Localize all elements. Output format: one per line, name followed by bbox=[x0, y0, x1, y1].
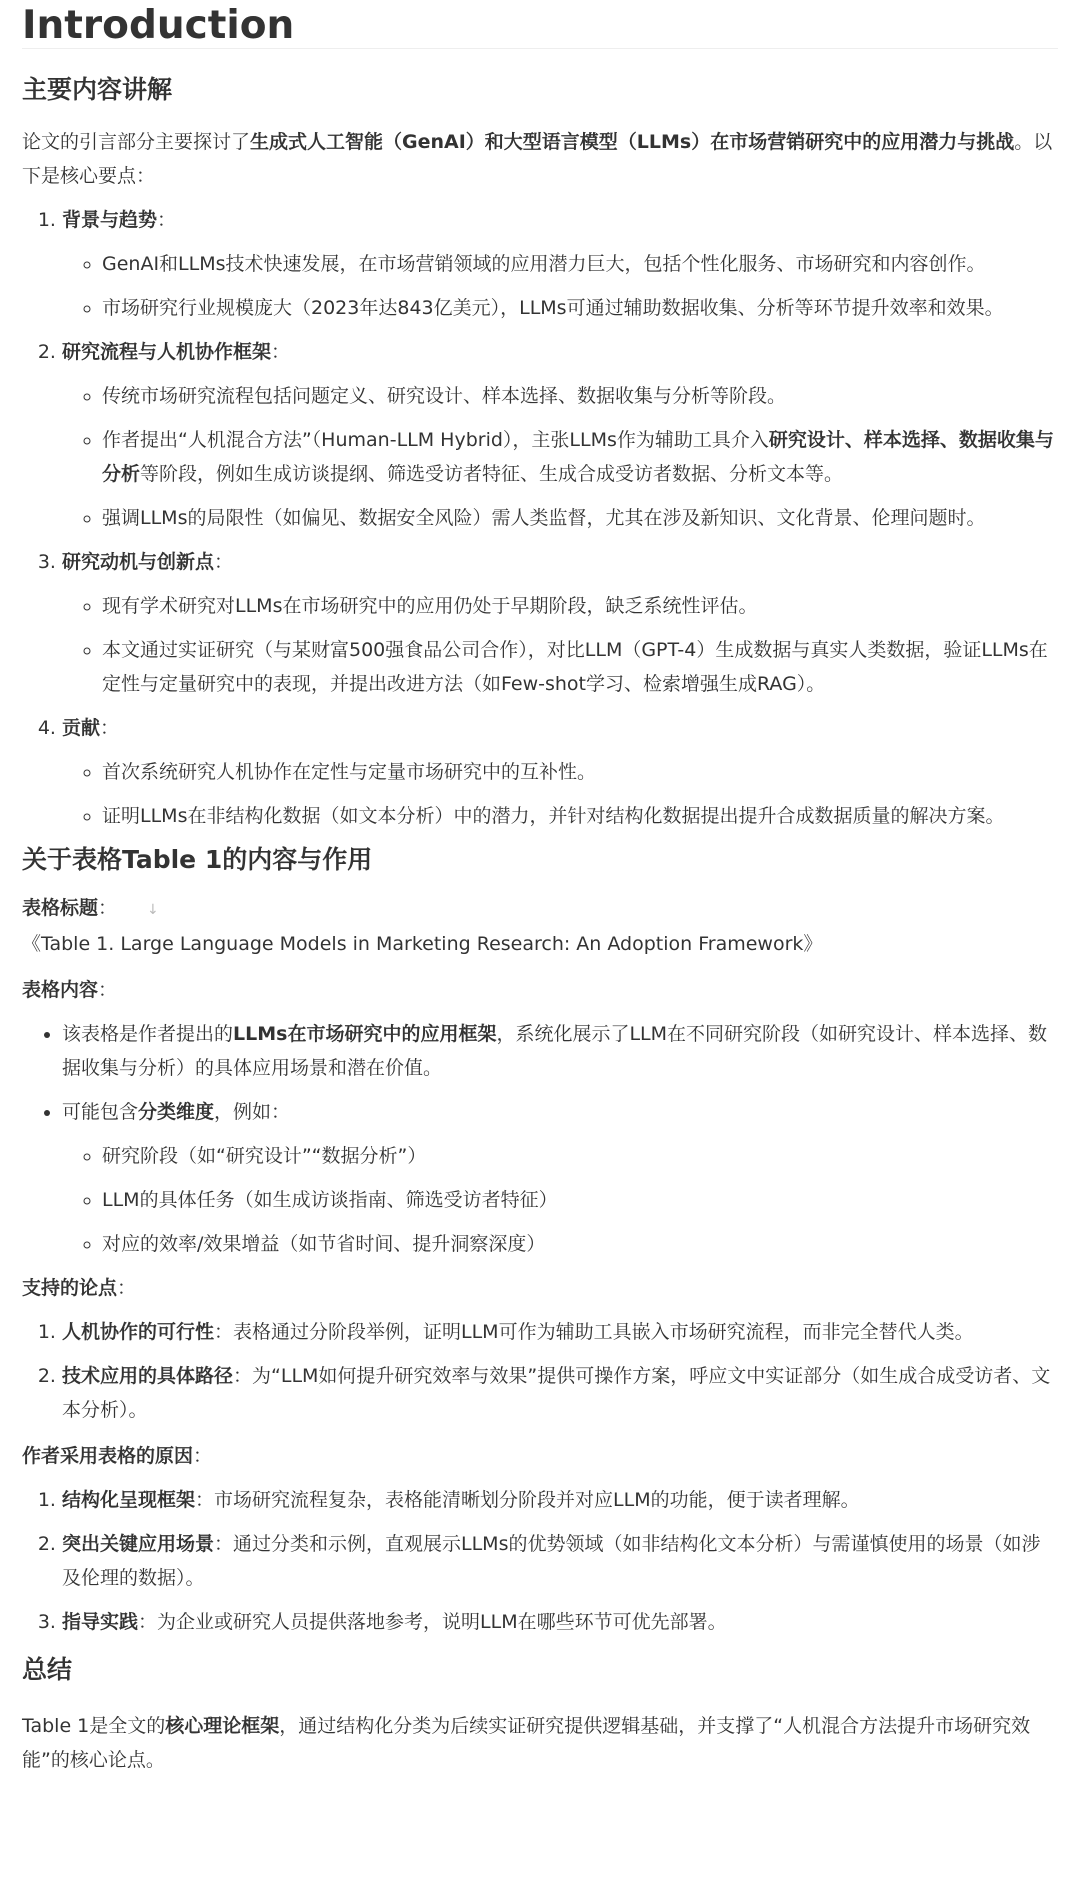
sub-item: ◦ LLM的具体任务（如生成访谈指南、筛选受访者特征） bbox=[102, 1183, 1058, 1217]
sub-bold: 研究设计、样本选择、数据收集与分析 bbox=[102, 429, 1054, 485]
item-bold: 结构化呈现框架 bbox=[62, 1489, 196, 1511]
item-title: 研究流程与人机协作框架 bbox=[62, 341, 272, 363]
sub-item: ◦ 传统市场研究流程包括问题定义、研究设计、样本选择、数据收集与分析等阶段。 bbox=[102, 379, 1058, 413]
colon: ： bbox=[193, 1445, 213, 1467]
caption-label-line bbox=[22, 891, 1058, 927]
list-item bbox=[62, 1483, 1058, 1517]
arrow-down-icon: ↓ bbox=[147, 902, 159, 918]
sub-text-end: 等阶段，例如生成访谈提纲、筛选受访者特征、生成合成受访者数据、分析文本等。 bbox=[140, 463, 844, 485]
item-text: ：为企业或研究人员提供落地参考，说明LLM在哪些环节可优先部署。 bbox=[138, 1611, 727, 1633]
list-item bbox=[62, 545, 1058, 701]
sub-list bbox=[62, 247, 1058, 325]
list-item bbox=[62, 1605, 1058, 1639]
summary-text: Table 1是全文的 bbox=[22, 1715, 166, 1737]
page-title: Introduction bbox=[22, 0, 1058, 49]
sub-text: 作者提出“人机混合方法”（Human-LLM Hybrid），主张LLMs作为辅助工具介入 bbox=[102, 429, 769, 451]
list-item bbox=[62, 711, 1058, 833]
summary-bold: 核心理论框架 bbox=[165, 1715, 280, 1737]
sub-list bbox=[62, 755, 1058, 833]
intro-bold: 生成式人工智能（GenAI）和大型语言模型（LLMs）在市场营销研究中的应用潜力与挑战 bbox=[250, 131, 1015, 153]
section-title-summary: 总结 bbox=[22, 1655, 73, 1684]
sub-item: ◦ GenAI和LLMs技术快速发展，在市场营销领域的应用潜力巨大，包括个性化服务、市场研究和内容创作。 bbox=[102, 247, 1058, 281]
support-label: 支持的论点 bbox=[22, 1277, 118, 1299]
colon: ： bbox=[157, 209, 177, 231]
intro-paragraph bbox=[22, 125, 1058, 193]
sub-item: ◦ 首次系统研究人机协作在定性与定量市场研究中的互补性。 bbox=[102, 755, 1058, 789]
bullet-bold: LLMs在市场研究中的应用框架 bbox=[233, 1023, 497, 1045]
section-title-table: 关于表格Table 1的内容与作用 bbox=[22, 845, 373, 874]
intro-text-end: 。以下是核心要点： bbox=[22, 131, 1053, 187]
item-text: ：表格通过分阶段举例，证明LLM可作为辅助工具嵌入市场研究流程，而非完全替代人类。 bbox=[214, 1321, 974, 1343]
bullet-text-end: ，例如： bbox=[214, 1101, 291, 1123]
list-item bbox=[62, 1359, 1058, 1427]
list-item bbox=[62, 203, 1058, 325]
item-text: ：通过分类和示例，直观展示LLMs的优势领域（如非结构化文本分析）与需谨慎使用的场景（如涉及伦理的数据）。 bbox=[62, 1533, 1041, 1589]
item-bold: 突出关键应用场景 bbox=[62, 1533, 215, 1555]
item-bold: 指导实践 bbox=[62, 1611, 139, 1633]
sub-list bbox=[62, 379, 1058, 535]
reason-label: 作者采用表格的原因 bbox=[22, 1445, 194, 1467]
sub-list bbox=[62, 589, 1058, 701]
sub-list bbox=[62, 1139, 1058, 1261]
item-bold: 技术应用的具体路径 bbox=[62, 1365, 234, 1387]
sub-item bbox=[102, 423, 1058, 491]
colon: ： bbox=[98, 897, 118, 919]
summary-text-end: ，通过结构化分类为后续实证研究提供逻辑基础，并支撑了“人机混合方法提升市场研究效能”的核心论点。 bbox=[22, 1715, 1031, 1771]
colon: ： bbox=[100, 717, 120, 739]
content-list bbox=[22, 1017, 1058, 1261]
list-item bbox=[62, 1095, 1058, 1261]
sub-item: ◦ 对应的效率/效果增益（如节省时间、提升洞察深度） bbox=[102, 1227, 1058, 1261]
bullet-text: 该表格是作者提出的 bbox=[62, 1023, 234, 1045]
bullet-text: 可能包含 bbox=[62, 1101, 139, 1123]
colon: ： bbox=[98, 979, 118, 1001]
support-label-line bbox=[22, 1271, 1058, 1305]
colon: ： bbox=[271, 341, 291, 363]
sub-item: ◦ 本文通过实证研究（与某财富500强食品公司合作），对比LLM（GPT-4）生成数据与真实人类数据，验证LLMs在定性与定量研究中的表现，并提出改进方法（如Few-shot学习、检索增强生成RAG）。 bbox=[102, 633, 1058, 701]
sub-item: ◦ 现有学术研究对LLMs在市场研究中的应用仍处于早期阶段，缺乏系统性评估。 bbox=[102, 589, 1058, 623]
item-text: ：为“LLM如何提升研究效率与效果”提供可操作方案，呼应文中实证部分（如生成合成受访者、文本分析）。 bbox=[62, 1365, 1051, 1421]
sub-item: ◦ 研究阶段（如“研究设计”“数据分析”） bbox=[102, 1139, 1058, 1173]
colon: ： bbox=[214, 551, 234, 573]
list-item bbox=[62, 335, 1058, 535]
item-title: 研究动机与创新点 bbox=[62, 551, 215, 573]
summary-paragraph bbox=[22, 1709, 1058, 1777]
section-title-main: 主要内容讲解 bbox=[22, 75, 173, 104]
bullet-text-end: ，系统化展示了LLM在不同研究阶段（如研究设计、样本选择、数据收集与分析）的具体应用场景和潜在价值。 bbox=[62, 1023, 1048, 1079]
list-item bbox=[62, 1527, 1058, 1595]
colon: ： bbox=[117, 1277, 137, 1299]
reason-list bbox=[22, 1483, 1058, 1639]
reason-label-line bbox=[22, 1439, 1058, 1473]
caption-label: 表格标题 bbox=[22, 897, 99, 919]
list-item bbox=[62, 1315, 1058, 1349]
bullet-bold: 分类维度 bbox=[138, 1101, 215, 1123]
content-label-line bbox=[22, 973, 1058, 1007]
support-list bbox=[22, 1315, 1058, 1427]
item-text: ：市场研究流程复杂，表格能清晰划分阶段并对应LLM的功能，便于读者理解。 bbox=[195, 1489, 860, 1511]
item-title: 背景与趋势 bbox=[62, 209, 158, 231]
table-caption: 《Table 1. Large Language Models in Marketing Research: An Adoption Framework》 bbox=[22, 933, 823, 955]
sub-item: ◦ 市场研究行业规模庞大（2023年达843亿美元），LLMs可通过辅助数据收集、分析等环节提升效率和效果。 bbox=[102, 291, 1058, 325]
list-item bbox=[62, 1017, 1058, 1085]
item-bold: 人机协作的可行性 bbox=[62, 1321, 215, 1343]
item-title: 贡献 bbox=[62, 717, 101, 739]
sub-item: ◦ 强调LLMs的局限性（如偏见、数据安全风险）需人类监督，尤其在涉及新知识、文化背景、伦理问题时。 bbox=[102, 501, 1058, 535]
intro-text: 论文的引言部分主要探讨了 bbox=[22, 131, 251, 153]
content-label: 表格内容 bbox=[22, 979, 99, 1001]
core-points-list bbox=[22, 203, 1058, 833]
sub-item: ◦ 证明LLMs在非结构化数据（如文本分析）中的潜力，并针对结构化数据提出提升合成数据质量的解决方案。 bbox=[102, 799, 1058, 833]
